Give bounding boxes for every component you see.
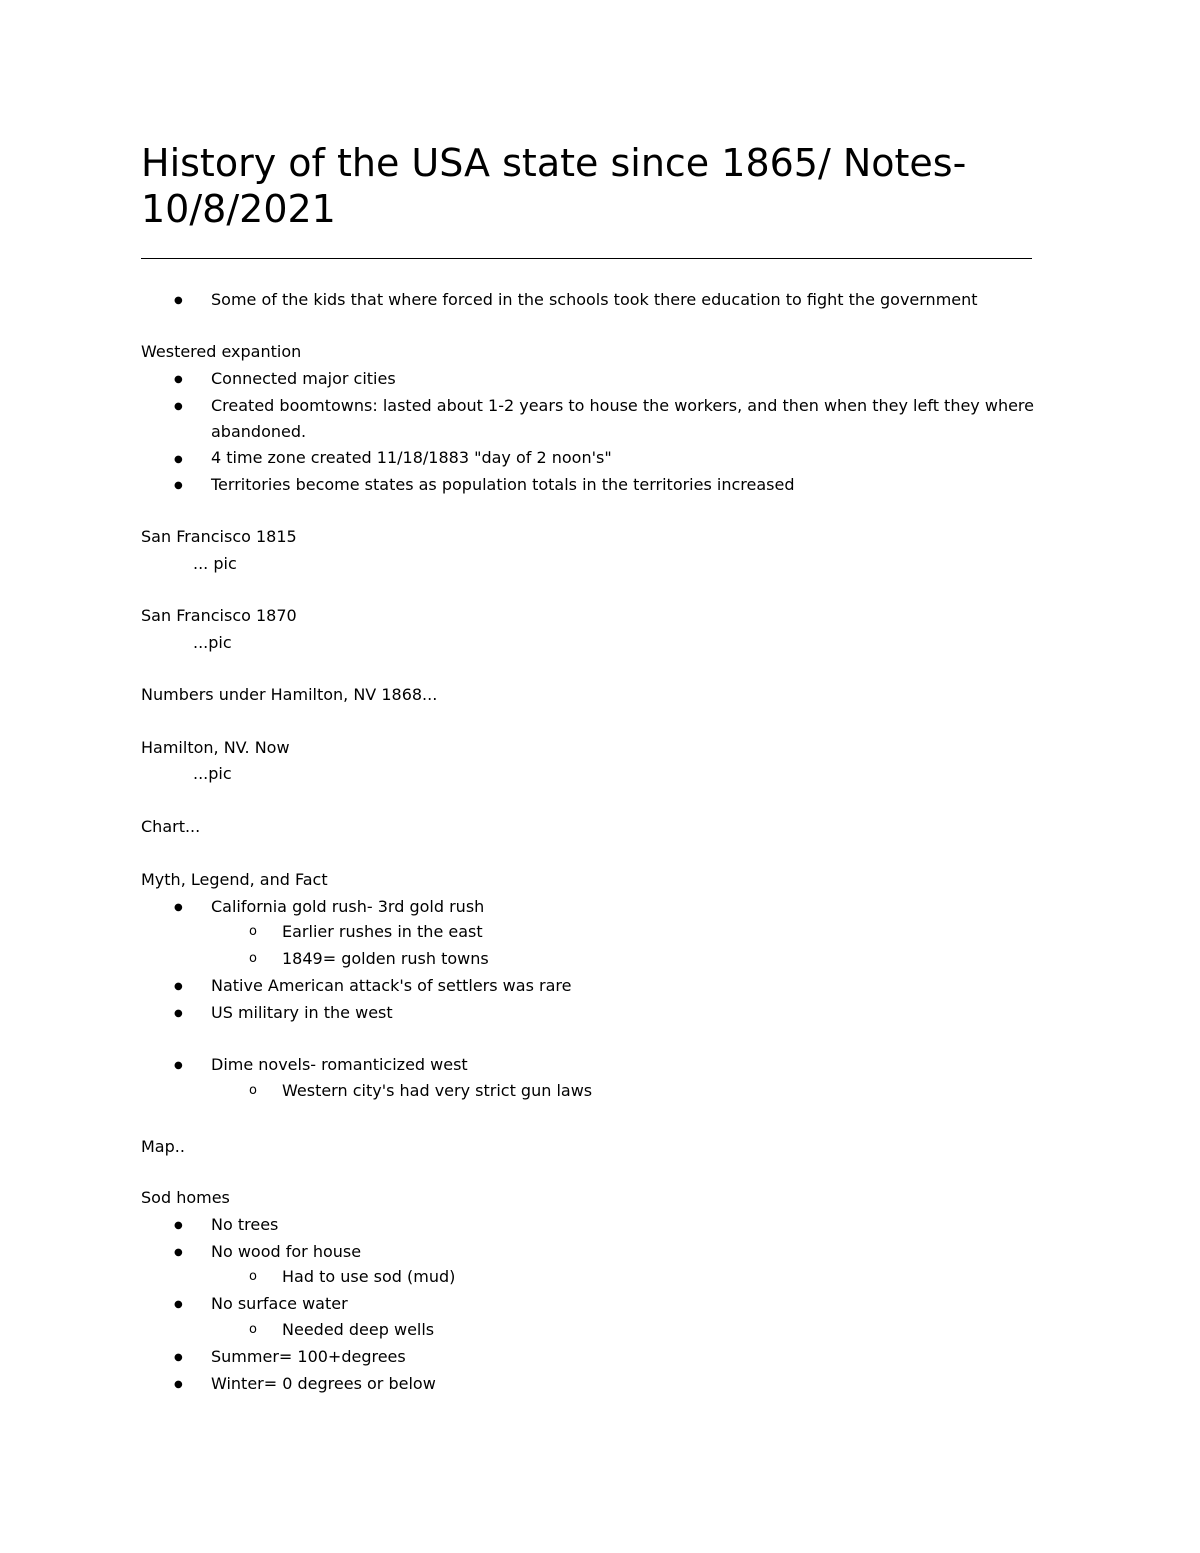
list-item: California gold rush- 3rd gold rush bbox=[211, 897, 485, 916]
bullet-icon bbox=[174, 974, 183, 1000]
list-item: Summer= 100+degrees bbox=[211, 1347, 406, 1366]
section-heading-westward: Westered expantion bbox=[141, 342, 302, 361]
list-item: No trees bbox=[211, 1215, 279, 1234]
section-heading-map: Map.. bbox=[141, 1137, 185, 1156]
section-heading-hamilton-1868: Numbers under Hamilton, NV 1868... bbox=[141, 685, 438, 704]
list-item: Dime novels- romanticized west bbox=[211, 1055, 468, 1074]
title-divider bbox=[141, 258, 1032, 259]
pic-note: ...pic bbox=[193, 764, 232, 783]
sub-list-item: 1849= golden rush towns bbox=[282, 949, 489, 968]
sub-list-item: Had to use sod (mud) bbox=[282, 1267, 456, 1286]
page-title: History of the USA state since 1865/ Notes-10/8/2021 bbox=[141, 141, 967, 231]
section-heading-sod: Sod homes bbox=[141, 1188, 230, 1207]
list-item: US military in the west bbox=[211, 1003, 393, 1022]
sub-bullet-icon bbox=[249, 1317, 257, 1343]
sub-bullet-icon bbox=[249, 946, 257, 972]
list-item: Territories become states as population totals in the territories increased bbox=[211, 475, 795, 494]
list-item: No wood for house bbox=[211, 1242, 362, 1261]
list-item: 4 time zone created 11/18/1883 "day of 2 noon's" bbox=[211, 448, 612, 467]
section-heading-hamilton-now: Hamilton, NV. Now bbox=[141, 738, 290, 757]
sub-bullet-icon bbox=[249, 1264, 257, 1290]
bullet-icon bbox=[174, 1053, 183, 1079]
bullet-icon bbox=[174, 1001, 183, 1027]
list-item: Created boomtowns: lasted about 1-2 years to house the workers, and then when they left they where abandoned. bbox=[211, 396, 1034, 441]
bullet-icon bbox=[174, 288, 183, 314]
bullet-icon bbox=[174, 1292, 183, 1318]
list-item: Native American attack's of settlers was rare bbox=[211, 976, 572, 995]
sub-list-item: Earlier rushes in the east bbox=[282, 922, 483, 941]
intro-bullet-text: Some of the kids that where forced in the schools took there education to fight the government bbox=[211, 290, 978, 309]
section-heading-sf1870: San Francisco 1870 bbox=[141, 606, 297, 625]
bullet-icon bbox=[174, 1345, 183, 1371]
section-heading-myth: Myth, Legend, and Fact bbox=[141, 870, 328, 889]
pic-note: ... pic bbox=[193, 554, 237, 573]
bullet-icon bbox=[174, 367, 183, 393]
list-item: Connected major cities bbox=[211, 369, 396, 388]
section-heading-sf1815: San Francisco 1815 bbox=[141, 527, 297, 546]
bullet-icon bbox=[174, 394, 183, 420]
sub-bullet-icon bbox=[249, 1078, 257, 1104]
list-item: Winter= 0 degrees or below bbox=[211, 1374, 436, 1393]
bullet-icon bbox=[174, 895, 183, 921]
bullet-icon bbox=[174, 473, 183, 499]
list-item: No surface water bbox=[211, 1294, 348, 1313]
section-heading-chart: Chart... bbox=[141, 817, 201, 836]
sub-list-item: Needed deep wells bbox=[282, 1320, 435, 1339]
sub-bullet-icon bbox=[249, 919, 257, 945]
pic-note: ...pic bbox=[193, 633, 232, 652]
bullet-icon bbox=[174, 1240, 183, 1266]
bullet-icon bbox=[174, 447, 183, 473]
bullet-icon bbox=[174, 1372, 183, 1398]
sub-list-item: Western city's had very strict gun laws bbox=[282, 1081, 593, 1100]
bullet-icon bbox=[174, 1213, 183, 1239]
